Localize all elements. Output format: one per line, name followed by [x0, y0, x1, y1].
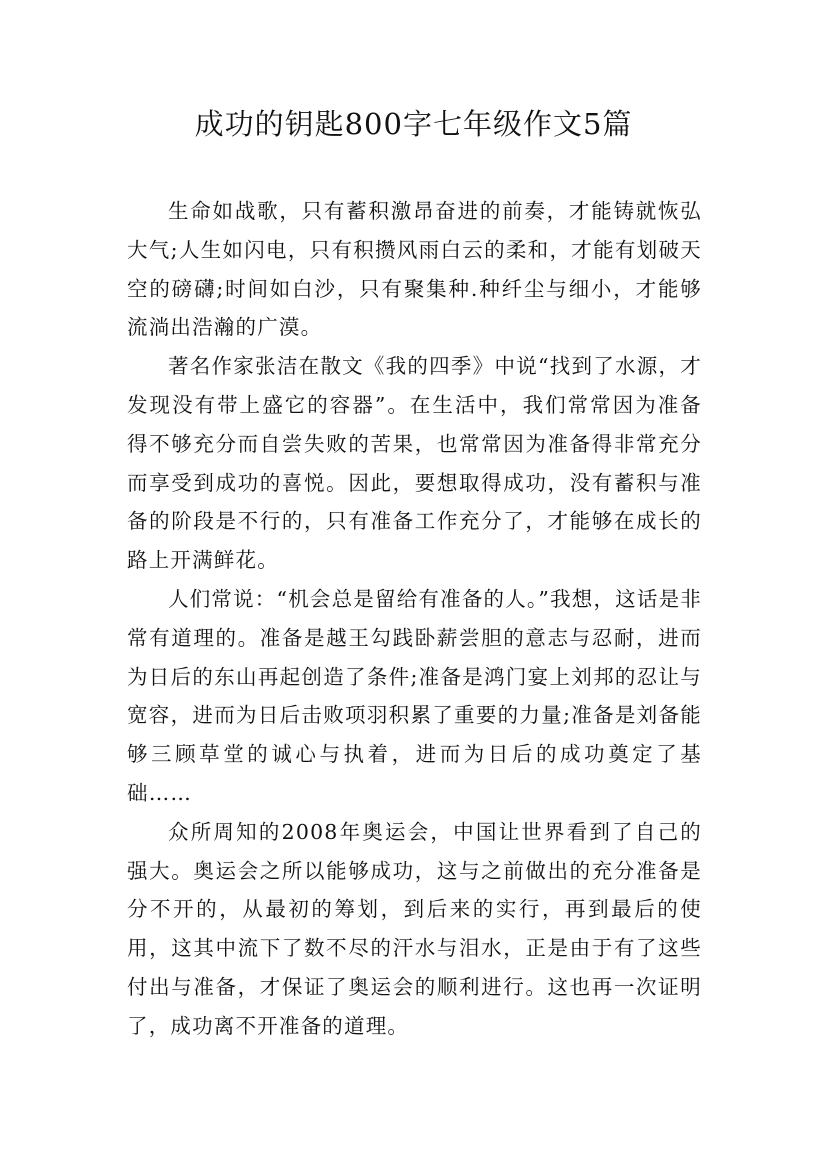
paragraph-2: 著名作家张洁在散文《我的四季》中说“找到了水源，才发现没有带上盛它的容器”。在生活中，我们常常因为准备得不够充分而自尝失败的苦果，也常常因为准备得非常充分而享受到成功的喜悦。因此，要想取得成功，没有蓄积与准备的阶段是不行的，只有准备工作充分了，才能够在成长的路上开满鲜花。	[127, 354, 702, 573]
essay-body	[127, 192, 702, 1046]
paragraph-4: 众所周知的2008年奥运会，中国让世界看到了自己的强大。奥运会之所以能够成功，这与之前做出的充分准备是分不开的，从最初的筹划，到后来的实行，再到最后的使用，这其中流下了数不尽的汗水与泪水，正是由于有了这些付出与准备，才保证了奥运会的顺利进行。这也再一次证明了，成功离不开准备的道理。	[127, 819, 702, 1038]
paragraph-1: 生命如战歌，只有蓄积激昂奋进的前奏，才能铸就恢弘大气;人生如闪电，只有积攒风雨白云的柔和，才能有划破天空的磅礴;时间如白沙，只有聚集种.种纤尘与细小，才能够流淌出浩瀚的广漠。	[127, 199, 702, 340]
paragraph-3: 人们常说：“机会总是留给有准备的人。”我想，这话是非常有道理的。准备是越王勾践卧薪尝胆的意志与忍耐，进而为日后的东山再起创造了条件;准备是鸿门宴上刘邦的忍让与宽容，进而为日后击败项羽积累了重要的力量;准备是刘备能够三顾草堂的诚心与执着，进而为日后的成功奠定了基础……	[127, 586, 702, 805]
page-title: 成功的钥匙800字七年级作文5篇	[194, 107, 633, 141]
